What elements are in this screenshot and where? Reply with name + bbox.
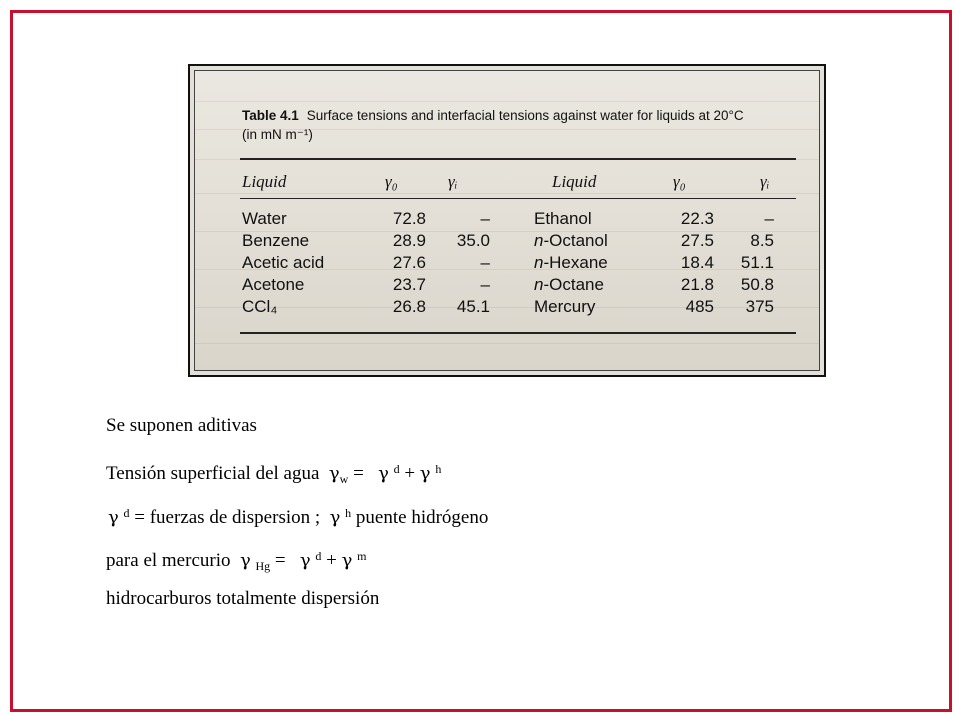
mercury-label: para el mercurio: [106, 550, 231, 571]
superscript-h: h: [435, 462, 442, 476]
superscript-m: m: [357, 549, 367, 563]
bottom-rule: [240, 332, 796, 334]
cell-gammai: 375: [745, 297, 774, 316]
cell-gamma0: 26.8: [392, 297, 426, 316]
cell-gamma0: 22.3: [680, 209, 714, 228]
note-additive: Se suponen aditivas: [106, 415, 257, 436]
header-rule: [240, 198, 796, 199]
superscript-d: d: [393, 462, 400, 476]
note-water-tension: [106, 458, 441, 490]
superscript-d: d: [315, 549, 322, 563]
header-gamma0-2: γ₀: [673, 172, 686, 191]
gamma-symbol: γ: [378, 463, 389, 484]
hydrogen-bond-text: puente hidrógeno: [355, 507, 489, 528]
table-units: (in mN m⁻¹): [242, 127, 313, 142]
cell-gammai: 51.1: [740, 253, 774, 272]
note-dispersion-definition: [108, 502, 488, 529]
water-label: Tensión superficial del agua: [106, 463, 320, 484]
table-caption: [242, 106, 802, 144]
cell-gammai: 45.1: [456, 297, 490, 316]
cell-gammai: –: [480, 209, 490, 228]
cell-liquid: n-Octanol: [534, 231, 608, 250]
gamma-symbol: γ: [299, 550, 311, 571]
cell-gamma0: 28.9: [392, 231, 426, 250]
cell-gammai: 50.8: [740, 275, 774, 294]
cell-liquid: n-Hexane: [534, 253, 608, 272]
gamma-symbol: γ: [419, 463, 431, 484]
cell-gamma0: 72.8: [392, 209, 426, 228]
gamma-symbol: γ: [329, 507, 341, 528]
header-gammai-1: γᵢ: [448, 172, 458, 191]
cell-liquid: CCl₄: [242, 297, 278, 316]
table-title: Surface tensions and interfacial tensions against water for liquids at 20°C: [306, 108, 744, 123]
plus-sign: +: [326, 550, 337, 571]
cell-gammai: –: [764, 209, 774, 228]
cell-gamma0: 21.8: [680, 275, 714, 294]
note-mercury: [106, 545, 366, 577]
superscript-d: d: [123, 506, 130, 520]
cell-gammai: –: [480, 275, 490, 294]
header-gammai-2: γᵢ: [760, 172, 770, 191]
plus-sign: +: [404, 463, 416, 484]
header-liquid-2: Liquid: [552, 172, 597, 191]
cell-gamma0: 18.4: [680, 253, 714, 272]
cell-liquid: Acetic acid: [242, 253, 325, 272]
cell-gammai: 8.5: [750, 231, 774, 250]
gamma-symbol: γ: [239, 550, 251, 571]
cell-gamma0: 485: [685, 297, 714, 316]
cell-gamma0: 23.7: [392, 275, 426, 294]
equals-sign: =: [274, 550, 286, 571]
cell-gammai: 35.0: [456, 231, 490, 250]
cell-gammai: –: [480, 253, 490, 272]
header-liquid-1: Liquid: [242, 172, 287, 191]
top-rule: [240, 158, 796, 160]
note-hydrocarbons: hidrocarburos totalmente dispersión: [106, 588, 380, 609]
gamma-symbol: γ: [108, 507, 119, 528]
cell-liquid: Acetone: [242, 275, 305, 294]
equals-sign: =: [353, 463, 364, 484]
cell-liquid: Ethanol: [534, 209, 592, 228]
cell-liquid: Water: [242, 209, 287, 228]
table-number: Table 4.1: [242, 108, 299, 123]
scanned-table-image: [188, 64, 826, 377]
dispersion-text: = fuerzas de dispersion ;: [134, 507, 321, 528]
cell-gamma0: 27.6: [392, 253, 426, 272]
header-gamma0-1: γ₀: [385, 172, 398, 191]
gamma-symbol: γ: [341, 550, 353, 571]
cell-liquid: Benzene: [242, 231, 310, 250]
superscript-h: h: [345, 506, 352, 520]
subscript-hg: Hg: [255, 559, 271, 573]
gamma-symbol: γ: [328, 463, 340, 484]
subscript-w: w: [339, 472, 349, 486]
cell-gamma0: 27.5: [680, 231, 714, 250]
cell-liquid: Mercury: [534, 297, 596, 316]
cell-liquid: n-Octane: [534, 275, 604, 294]
